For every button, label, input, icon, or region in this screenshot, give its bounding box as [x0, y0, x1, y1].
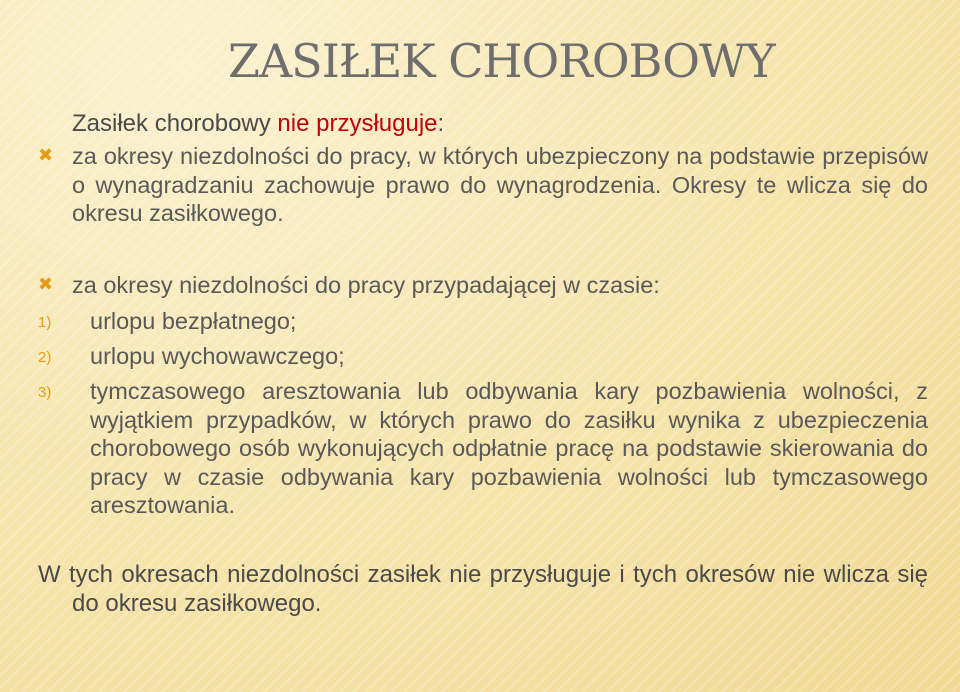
bullet-item [38, 142, 928, 228]
intro-highlight: nie przysługuje [277, 110, 438, 137]
closing-text: W tych okresach niezdolności zasiłek nie przysługuje i tych okresów nie wlicza się do okresu zasiłkowego. [38, 561, 928, 617]
intro-line [72, 109, 444, 138]
slide-title: ZASIŁEK CHOROBOWY [228, 34, 775, 88]
x-mark-icon: ✖ [38, 145, 54, 166]
numbered-item [38, 307, 928, 336]
numbered-item [38, 342, 928, 371]
item-text: tymczasowego aresztowania lub odbywania kary pozbawienia wolności, z wyjątkiem przypadków, w których prawo do zasiłku wynika z ubezpieczenia chorobowego osób wykonujących odpłatnie pracę na podstawie skierowania do pracy w czasie odbywania kary pozbawienia wolności lub tymczasowego aresztowania. [90, 378, 928, 518]
item-number: 1) [38, 314, 52, 331]
x-mark-icon: ✖ [38, 274, 54, 295]
numbered-item [38, 377, 928, 520]
intro-suffix: : [437, 110, 445, 137]
bullet-item [38, 271, 928, 300]
item-text: urlopu wychowawczego; [90, 343, 345, 369]
item-text: urlopu bezpłatnego; [90, 308, 297, 334]
intro-prefix: Zasiłek chorobowy [72, 110, 278, 137]
bullet-text: za okresy niezdolności do pracy, w których ubezpieczony na podstawie przepisów o wynagradzaniu zachowuje prawo do wynagrodzenia. Okresy te wlicza się do okresu zasiłkowego. [72, 143, 928, 226]
closing-paragraph [38, 560, 928, 618]
item-number: 2) [38, 349, 52, 366]
bullet-text: za okresy niezdolności do pracy przypadającej w czasie: [72, 272, 660, 298]
item-number: 3) [38, 384, 52, 401]
